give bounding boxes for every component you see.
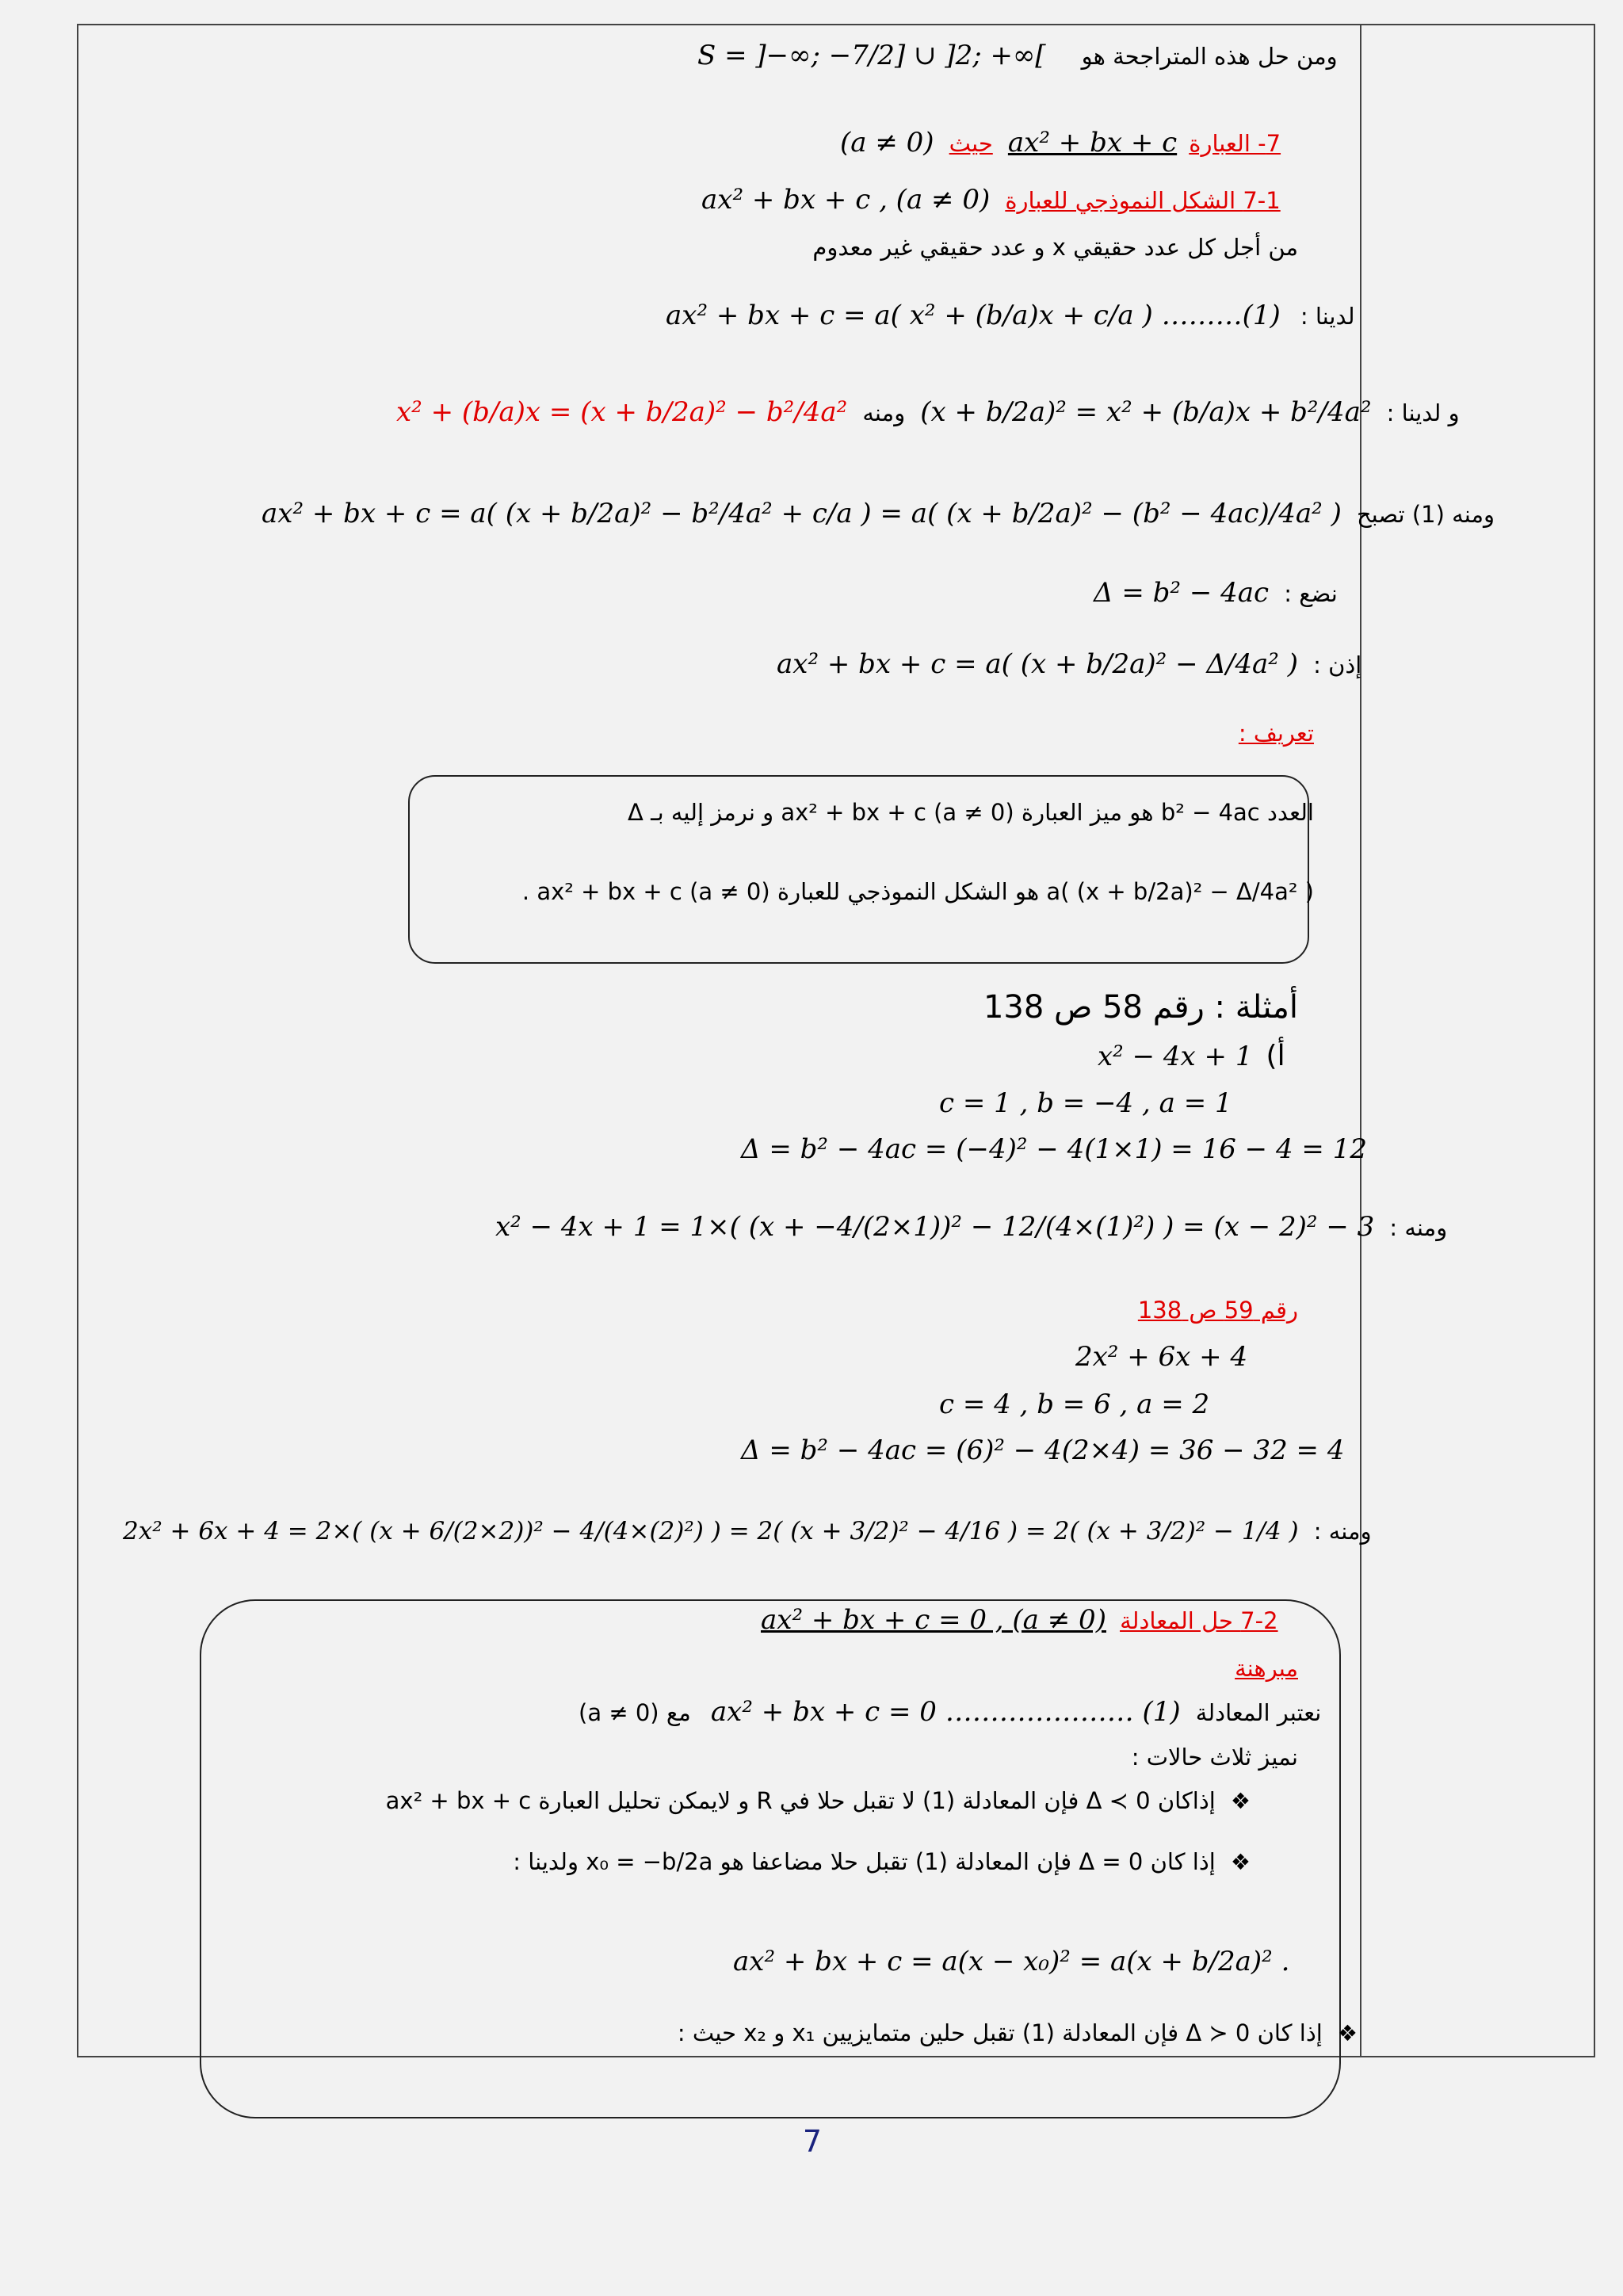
example-b-delta: Δ = b² − 4ac = (6)² − 4(2×4) = 36 − 32 = 4	[741, 1435, 1345, 1466]
solution-set-text: ومن حل هذه المتراجحة هو	[1081, 43, 1338, 70]
heading-7-1	[701, 184, 1281, 216]
case-zero-delta	[513, 1848, 1251, 1875]
example-a-delta: Δ = b² − 4ac = (−4)² − 4(1×1) = 16 − 4 = 12	[741, 1133, 1367, 1165]
heading-7-1-math: ax² + bx + c , (a ≠ 0)	[701, 184, 991, 216]
identity-1-label: لدينا :	[1300, 303, 1355, 330]
heading-7-2-math: ax² + bx + c = 0 , (a ≠ 0)	[761, 1604, 1106, 1636]
example-a-expr: x² − 4x + 1	[1098, 1041, 1253, 1072]
solution-set-math: S = ]−∞; −7/2] ∪ ]2; +∞[	[697, 40, 1046, 71]
example-a-result: x² − 4x + 1 = 1×( (x + −4/(2×1))² − 12/(4×(1)²) ) = (x − 2)² − 3	[495, 1211, 1375, 1243]
identity-1-math: ax² + bx + c = a( x² + (b/a)x + c/a ) ………(1)	[666, 300, 1281, 331]
case-zero-text: إذا كان Δ = 0 فإن المعادلة (1) تقبل حلا مضاعفا هو x₀ = −b/2a ولدينا :	[513, 1848, 1216, 1875]
theorem-heading: مبرهنة	[1235, 1655, 1298, 1682]
heading-7-cond-label: حيث	[949, 130, 993, 157]
hence-label: ومنه	[862, 399, 906, 426]
example-a-label: أ)	[1266, 1040, 1285, 1072]
examples-heading: أمثلة : رقم 58 ص 138	[983, 989, 1298, 1026]
heading-7-math: ax² + bx + c	[1007, 127, 1178, 159]
canonical-result-line	[777, 648, 1361, 680]
we-have-label: و لدينا :	[1386, 399, 1460, 426]
heading-7	[840, 127, 1281, 159]
substitution-label: ومنه (1) تصبح	[1356, 501, 1495, 528]
square-expansion-math: (x + b/2a)² = x² + (b/a)x + b²/4a²	[920, 396, 1372, 428]
equation-consider-line	[579, 1696, 1321, 1728]
definition-line-2: a( (x + b/2a)² − Δ/4a² ) هو الشكل النموذجي للعبارة ax² + bx + c (a ≠ 0) .	[521, 878, 1314, 905]
definition-heading: تعريف :	[1238, 720, 1314, 747]
case-positive-text: إذا كان Δ ≻ 0 فإن المعادلة (1) تقبل حلين متمايزيين x₁ و x₂ حيث :	[677, 2019, 1323, 2046]
square-expansion-result: x² + (b/a)x = (x + b/2a)² − b²/4a²	[396, 396, 848, 428]
example-b-expr: 2x² + 6x + 4	[1075, 1341, 1248, 1373]
example-a-expr-line	[1098, 1040, 1285, 1072]
bullet-diamond-icon: ❖	[1230, 1849, 1251, 1875]
bullet-diamond-icon: ❖	[1337, 2020, 1358, 2046]
then-label: إذن :	[1313, 651, 1362, 678]
case-negative-delta	[386, 1787, 1251, 1814]
example-b-result-line	[123, 1517, 1372, 1545]
heading-7-cond: (a ≠ 0)	[840, 127, 934, 159]
example-b-result: 2x² + 6x + 4 = 2×( (x + 6/(2×2))² − 4/(4×(2)²) ) = 2( (x + 3/2)² − 4/16 ) = 2( (x + 3/2)² − 1/4 )	[123, 1517, 1299, 1545]
set-delta-line	[1094, 577, 1338, 609]
three-cases-text: نميز ثلاث حالات :	[1131, 1744, 1298, 1771]
heading-7-1-text: 7-1 الشكل النموذجي للعبارة	[1005, 187, 1281, 214]
example-a-result-line	[495, 1211, 1447, 1243]
solution-set-line	[697, 40, 1338, 71]
page-number: 7	[802, 2124, 823, 2159]
case-negative-text: إذاكان Δ ≺ 0 فإن المعادلة (1) لا تقبل حلا في R و لايمكن تحليل العبارة ax² + bx + c	[385, 1787, 1216, 1814]
set-label: نضع :	[1284, 580, 1338, 607]
definition-line-1: العدد b² − 4ac هو ميز العبارة ax² + bx + c (a ≠ 0) و نرمز إليه بـ Δ	[628, 799, 1314, 826]
bullet-diamond-icon: ❖	[1230, 1788, 1251, 1814]
identity-1-line	[666, 300, 1355, 331]
heading-7-2	[761, 1604, 1278, 1636]
heading-7-2-text: 7-2 حل المعادلة	[1120, 1607, 1278, 1634]
canonical-result-math: ax² + bx + c = a( (x + b/2a)² − Δ/4a² )	[777, 648, 1298, 680]
case-positive-delta	[678, 2019, 1358, 2046]
substitution-line	[262, 498, 1495, 529]
equation-consider-label: نعتبر المعادلة	[1195, 1699, 1322, 1726]
example-b-heading: رقم 59 ص 138	[1137, 1297, 1298, 1324]
delta-def-math: Δ = b² − 4ac	[1094, 577, 1270, 609]
margin-divider	[1360, 24, 1361, 2057]
double-root-identity: ax² + bx + c = a(x − x₀)² = a(x + b/2a)² .	[733, 1946, 1290, 1977]
equation-consider-math: ax² + bx + c = 0 ………………… (1)	[710, 1696, 1181, 1728]
example-a-coefficients: c = 1 , b = −4 , a = 1	[939, 1087, 1232, 1119]
heading-7-text: 7- العبارة	[1189, 130, 1281, 157]
substitution-math: ax² + bx + c = a( (x + b/2a)² − b²/4a² + c/a ) = a( (x + b/2a)² − (b² − 4ac)/4a² )	[262, 498, 1342, 529]
for-all-real-text: من أجل كل عدد حقيقي x و عدد حقيقي غير معدوم	[812, 234, 1298, 261]
example-a-hence: ومنه :	[1389, 1214, 1448, 1241]
equation-with-cond: مع (a ≠ 0)	[579, 1699, 691, 1726]
example-b-coefficients: c = 4 , b = 6 , a = 2	[939, 1389, 1210, 1420]
square-expansion-line	[396, 396, 1460, 428]
example-b-hence: ومنه :	[1313, 1518, 1372, 1545]
